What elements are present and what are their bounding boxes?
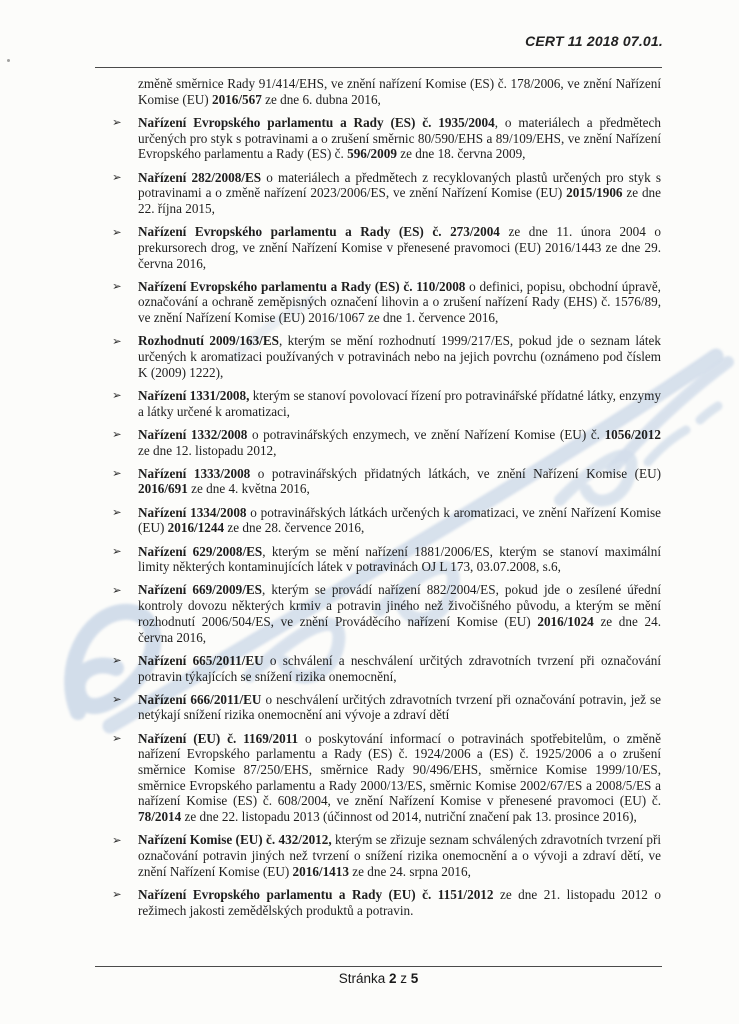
regulation-item — [95, 582, 661, 645]
regulation-text — [138, 115, 661, 162]
text-run: ze dne 22. listopadu 2013 (účinnost od 2014, nutriční značení pak 13. prosince 2016), — [181, 809, 637, 825]
regulation-text — [138, 731, 661, 825]
arrow-bullet-icon: ➢ — [112, 544, 122, 559]
arrow-bullet-icon: ➢ — [112, 224, 122, 239]
text-run: , o materiálech a předmětech určených pro styk s potravinami a o zrušení směrnic 80/590/EHS a 89/109/EHS, ve znění Nařízení Evropského parlamentu a Rady (ES) č. — [138, 114, 661, 162]
regulation-text — [138, 505, 661, 536]
arrow-bullet-icon: ➢ — [112, 388, 122, 403]
text-run: ze dne 11. února 2004 o prekursorech drog, ve znění Nařízení Komise v přenesené pravomoci (EU) 2016/1443 ze dne 29. června 2016, — [138, 224, 661, 271]
text-run: ze dne 24. června 2016, — [138, 613, 661, 645]
bold-run: Nařízení 282/2008/ES — [138, 169, 262, 185]
arrow-bullet-icon: ➢ — [112, 115, 122, 130]
bold-run: Nařízení 1333/2008 — [138, 465, 251, 481]
bold-run: 596/2009 — [347, 146, 397, 162]
bold-run: 78/2014 — [138, 809, 182, 825]
bold-run: 2016/1413 — [292, 863, 349, 879]
regulation-text — [138, 692, 661, 723]
bold-run: Nařízení Evropského parlamentu a Rady (EU) č. 1151/2012 — [138, 886, 494, 902]
text-run: kterým se stanoví povolovací řízení pro potravinářské přídatné látky, enzymy a látky určené k aromatizaci, — [138, 387, 661, 419]
text-run: ze dne 28. července 2016, — [224, 520, 365, 536]
regulation-text — [138, 279, 661, 326]
regulation-text — [138, 333, 661, 380]
bold-run: 1056/2012 — [604, 426, 661, 442]
bold-run: 2 — [388, 971, 397, 986]
text-run: o poskytování informací o potravinách spotřebitelům, o změně nařízení Evropského parlamentu a Rady (ES) č. 1924/2006 a (ES) č. 1925/2006 a o zrušení směrnice Komise 87/250/EHS, směrnice Rady 90/496/EHS, směrnice Komise 1999/10/ES, směrnice Evropského parlamentu a Rady 2000/13/ES, směrnic Komise 2002/67/ES a 2008/5/ES a nařízení Komise (ES) č. 608/2004, ve znění Nařízení Komise v přenesené pravomoci (EU) č. — [138, 730, 661, 809]
regulation-text — [138, 582, 661, 645]
bold-run: Nařízení Evropského parlamentu a Rady (ES) č. 273/2004 — [138, 224, 500, 240]
arrow-bullet-icon: ➢ — [112, 279, 122, 294]
arrow-bullet-icon: ➢ — [112, 832, 122, 847]
regulation-item — [95, 224, 661, 271]
bold-run: Nařízení Evropského parlamentu a Rady (ES) č. 110/2008 — [138, 278, 466, 294]
text-run: ze dne 21. listopadu 2012 o režimech jakosti zemědělských produktů a potravin. — [138, 886, 661, 918]
bold-run: 2016/691 — [138, 481, 188, 497]
bold-run: 2016/567 — [211, 91, 262, 107]
scan-speck — [7, 59, 10, 62]
arrow-bullet-icon: ➢ — [112, 427, 122, 442]
bold-run: 2016/1244 — [167, 520, 225, 536]
regulation-item — [95, 170, 661, 217]
text-run: , kterým se provádí nařízení 882/2004/ES, pokud jde o zesílené úřední kontroly dovozu některých krmiv a potravin jiného než živočišného původu, a kterým se mění rozhodnutí 2006/504/ES, ve znění Prováděcího nařízení Komise (EU) — [138, 582, 661, 629]
text-run: z — [396, 971, 411, 986]
bold-run: Nařízení 629/2008/ES — [138, 543, 263, 559]
bold-run: Nařízení 669/2009/ES — [138, 582, 263, 598]
page-number — [95, 971, 662, 986]
bold-run: 5 — [410, 971, 419, 986]
arrow-bullet-icon: ➢ — [112, 887, 122, 902]
page-header — [525, 33, 663, 49]
regulation-list — [95, 115, 661, 918]
intro-paragraph — [138, 76, 661, 107]
header-rule — [95, 67, 662, 68]
bold-run: Nařízení Evropského parlamentu a Rady (ES) č. 1935/2004 — [138, 114, 495, 130]
regulation-text — [138, 427, 661, 458]
arrow-bullet-icon: ➢ — [112, 170, 122, 185]
bold-run: Nařízení Komise (EU) č. 432/2012, — [138, 832, 332, 848]
bold-run: Nařízení 666/2011/EU — [138, 691, 262, 707]
arrow-bullet-icon: ➢ — [112, 505, 122, 520]
bold-run: Nařízení (EU) č. 1169/2011 — [138, 730, 299, 746]
regulation-item — [95, 115, 661, 162]
text-run: ze dne 12. listopadu 2012, — [138, 442, 277, 458]
bold-run: 2016/1024 — [537, 613, 594, 629]
regulation-item — [95, 333, 661, 380]
arrow-bullet-icon: ➢ — [112, 731, 122, 746]
regulation-item — [95, 692, 661, 723]
bold-run: Nařízení 665/2011/EU — [138, 652, 264, 668]
regulation-item — [95, 427, 661, 458]
regulation-item — [95, 279, 661, 326]
arrow-bullet-icon: ➢ — [112, 582, 122, 597]
regulation-item — [95, 832, 661, 879]
regulation-item — [95, 653, 661, 684]
text-run: , kterým se mění rozhodnutí 1999/217/ES, pokud jde o seznam látek určených k aromatizaci používaných v potravinách nebo na jejich povrchu (oznámeno pod číslem K (2009) 1222), — [138, 333, 662, 380]
regulation-item — [95, 505, 661, 536]
regulation-item — [95, 388, 661, 419]
regulation-item — [95, 731, 661, 825]
text-run: , kterým se mění nařízení 1881/2006/ES, kterým se stanoví maximální limity některých kontaminujících látek v potravinách OJ L 173, 03.07.2008, s.6, — [138, 543, 661, 575]
text-run: ze dne 24. srpna 2016, — [348, 863, 471, 879]
regulation-item — [95, 544, 661, 575]
text-run: o potravinářských enzymech, ve znění Nařízení Komise (EU) č. — [247, 426, 605, 442]
document-body — [95, 76, 661, 926]
regulation-text — [138, 170, 661, 217]
regulation-text — [138, 544, 661, 575]
regulation-item — [95, 887, 661, 918]
regulation-text — [138, 466, 661, 497]
text-run: o neschválení určitých zdravotních tvrzení při označování potravin, jež se netýkají snížení rizika onemocnění ani vývoje a zdraví dětí — [138, 691, 661, 723]
text-run: Stránka — [338, 971, 389, 986]
footer-rule — [95, 966, 662, 967]
regulation-text — [138, 224, 661, 271]
arrow-bullet-icon: ➢ — [112, 333, 122, 348]
arrow-bullet-icon: ➢ — [112, 692, 122, 707]
bold-run: Nařízení 1331/2008, — [138, 387, 250, 403]
regulation-text — [138, 653, 661, 684]
bold-run: 2015/1906 — [566, 185, 623, 201]
regulation-item — [95, 466, 661, 497]
arrow-bullet-icon: ➢ — [112, 653, 122, 668]
text-run: o potravinářských látkách určených k aromatizaci, ve znění Nařízení Komise (EU) — [138, 504, 661, 536]
doc-code: CERT 11 2018 07.01. — [525, 33, 663, 49]
text-run: o materiálech a předmětech z recyklovaných plastů určených pro styk s potravinami a o změně nařízení 2023/2006/ES, ve znění Nařízení Komise (EU) — [138, 169, 661, 201]
text-run: ze dne 22. října 2015, — [138, 185, 661, 216]
text-run: o definici, popisu, obchodní úpravě, označování a ochraně zeměpisných označení lihovin a o zrušení nařízení Rady (EHS) č. 1576/89, ve znění Nařízení Komise (EU) 2016/1067 ze dne 1. července 2016, — [138, 278, 661, 326]
regulation-text — [138, 388, 661, 419]
regulation-text — [138, 832, 661, 879]
text-run: ze dne 4. května 2016, — [187, 481, 310, 497]
text-run: kterým se zřizuje seznam schválených zdravotních tvrzení při označování potravin jiných než tvrzení o snížení rizika onemocnění a o vývoji a zdraví dětí, ve znění Nařízení Komise (EU) — [138, 832, 661, 879]
text-run: o schválení a neschválení určitých zdravotních tvrzení při označování potravin týkajících se snížení rizika onemocnění, — [138, 652, 661, 684]
regulation-text — [138, 887, 661, 918]
text-run: o potravinářských přidatných látkách, ve znění Nařízení Komise (EU) — [250, 465, 661, 481]
bold-run: Nařízení 1334/2008 — [138, 504, 247, 520]
arrow-bullet-icon: ➢ — [112, 466, 122, 481]
text-run: ze dne 6. dubna 2016, — [261, 91, 381, 107]
text-run: ze dne 18. června 2009, — [396, 146, 526, 162]
text-run: změně směrnice Rady 91/414/EHS, ve znění nařízení Komise (ES) č. 178/2006, ve znění Nařízení Komise (EU) — [138, 76, 661, 107]
bold-run: Nařízení 1332/2008 — [138, 426, 248, 442]
bold-run: Rozhodnutí 2009/163/ES — [138, 333, 279, 349]
